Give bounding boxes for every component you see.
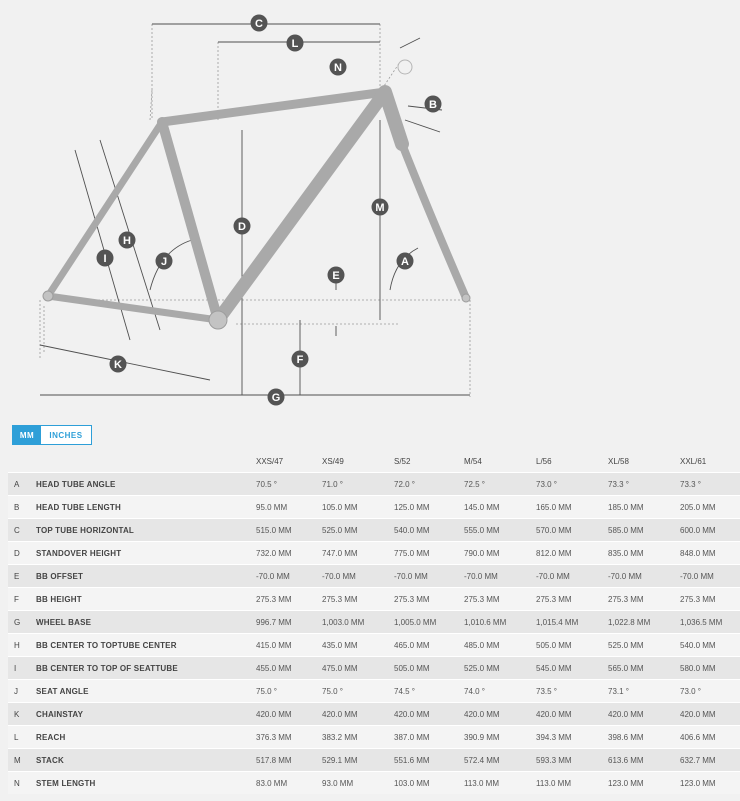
measurement-value: 485.0 MM [464,634,536,657]
measurement-value: 73.3 ° [680,473,740,496]
geometry-row [8,542,740,565]
measurement-value: 390.9 MM [464,726,536,749]
measurement-value: 75.0 ° [256,680,322,703]
measurement-value: 747.0 MM [322,542,394,565]
measurement-value: 420.0 MM [394,703,464,726]
measurement-value: 165.0 MM [536,496,608,519]
measurement-value: 420.0 MM [608,703,680,726]
size-header: XXL/61 [680,456,707,466]
size-header: L/56 [536,456,552,466]
measurement-value: 515.0 MM [256,519,322,542]
measurement-value: 73.1 ° [608,680,680,703]
measurement-value: 95.0 MM [256,496,322,519]
geometry-row [8,588,740,611]
measurement-name: STEM LENGTH [36,772,256,795]
row-letter: G [8,611,36,634]
measurement-name: BB CENTER TO TOPTUBE CENTER [36,634,256,657]
svg-text:A: A [401,256,409,268]
svg-text:F: F [296,354,304,366]
measurement-value: 812.0 MM [536,542,608,565]
row-letter: M [8,749,36,772]
measurement-name: BB HEIGHT [36,588,256,611]
measurement-value: 113.0 MM [536,772,608,795]
measurement-value: 73.3 ° [608,473,680,496]
measurement-value: 1,036.5 MM [680,611,740,634]
row-letter: F [8,588,36,611]
measurement-value: 732.0 MM [256,542,322,565]
header-spacer [8,450,36,473]
measurement-name: STANDOVER HEIGHT [36,542,256,565]
geometry-row [8,726,740,749]
row-letter: B [8,496,36,519]
measurement-value: 572.4 MM [464,749,536,772]
measurement-value: 74.5 ° [394,680,464,703]
measurement-value: 465.0 MM [394,634,464,657]
measurement-name: HEAD TUBE LENGTH [36,496,256,519]
measurement-value: 71.0 ° [322,473,394,496]
measurement-value: 580.0 MM [680,657,740,680]
measurement-value: 73.0 ° [536,473,608,496]
row-letter: N [8,772,36,795]
measurement-value: 545.0 MM [536,657,608,680]
measurement-value: 540.0 MM [680,634,740,657]
measurement-value: 525.0 MM [322,519,394,542]
geometry-row [8,657,740,680]
measurement-value: 75.0 ° [322,680,394,703]
measurement-value: 420.0 MM [536,703,608,726]
svg-text:D: D [238,221,246,233]
measurement-value: -70.0 MM [394,565,464,588]
dimension-labels [97,15,442,406]
dimension-marker-g [268,389,285,406]
measurement-value: 996.7 MM [256,611,322,634]
measurement-value: -70.0 MM [680,565,740,588]
measurement-value: 185.0 MM [608,496,680,519]
dimension-marker-l [287,35,304,52]
geometry-row [8,680,740,703]
measurement-value: 613.6 MM [608,749,680,772]
measurement-value: 585.0 MM [608,519,680,542]
geometry-row [8,749,740,772]
row-letter: K [8,703,36,726]
measurement-value: 593.3 MM [536,749,608,772]
measurement-name: BB CENTER TO TOP OF SEATTUBE [36,657,256,680]
measurement-value: 475.0 MM [322,657,394,680]
dimension-marker-m [372,199,389,216]
measurement-name: HEAD TUBE ANGLE [36,473,256,496]
measurement-name: STACK [36,749,256,772]
row-letter: J [8,680,36,703]
svg-text:M: M [375,202,385,214]
svg-text:G: G [271,392,281,404]
measurement-value: 435.0 MM [322,634,394,657]
row-letter: C [8,519,36,542]
measurement-value: 775.0 MM [394,542,464,565]
dimension-marker-c [251,15,268,32]
row-letter: D [8,542,36,565]
measurement-value: 525.0 MM [464,657,536,680]
row-letter: E [8,565,36,588]
geometry-row [8,565,740,588]
measurement-value: -70.0 MM [322,565,394,588]
measurement-value: 570.0 MM [536,519,608,542]
dimension-marker-h [119,232,136,249]
measurement-value: 73.5 ° [536,680,608,703]
measurement-value: 103.0 MM [394,772,464,795]
measurement-value: 455.0 MM [256,657,322,680]
svg-text:E: E [332,270,340,282]
measurement-value: -70.0 MM [608,565,680,588]
geometry-row [8,772,740,795]
dimension-marker-k [110,356,127,373]
svg-text:C: C [255,18,263,30]
measurement-value: 415.0 MM [256,634,322,657]
size-header: XS/49 [322,456,344,466]
header-spacer [36,450,256,473]
dimension-marker-f [292,351,309,368]
measurement-value: 420.0 MM [680,703,740,726]
measurement-value: 565.0 MM [608,657,680,680]
measurement-value: -70.0 MM [464,565,536,588]
size-header: XL/58 [608,456,629,466]
measurement-value: 398.6 MM [608,726,680,749]
measurement-name: REACH [36,726,256,749]
measurement-value: 525.0 MM [608,634,680,657]
row-letter: H [8,634,36,657]
measurement-value: 1,005.0 MM [394,611,464,634]
geometry-table [8,450,740,794]
measurement-value: 1,022.8 MM [608,611,680,634]
row-letter: I [8,657,36,680]
measurement-value: 105.0 MM [322,496,394,519]
measurement-value: 275.3 MM [680,588,740,611]
measurement-value: 505.0 MM [394,657,464,680]
measurement-name: SEAT ANGLE [36,680,256,703]
measurement-value: 529.1 MM [322,749,394,772]
measurement-value: 73.0 ° [680,680,740,703]
svg-text:H: H [123,235,131,247]
measurement-value: 275.3 MM [256,588,322,611]
size-header: XXS/47 [256,456,284,466]
measurement-value: 376.3 MM [256,726,322,749]
measurement-value: -70.0 MM [256,565,322,588]
geometry-row [8,519,740,542]
svg-text:I: I [103,253,107,265]
dimension-marker-e [328,267,345,284]
measurement-value: 93.0 MM [322,772,394,795]
measurement-name: WHEEL BASE [36,611,256,634]
bike-frame [43,60,470,329]
unit-toggle[interactable] [12,425,92,445]
measurement-value: 123.0 MM [680,772,740,795]
geometry-row [8,634,740,657]
measurement-value: 145.0 MM [464,496,536,519]
measurement-value: 505.0 MM [536,634,608,657]
measurement-value: 125.0 MM [394,496,464,519]
measurement-value: 1,015.4 MM [536,611,608,634]
measurement-value: 406.6 MM [680,726,740,749]
unit-mm-button[interactable]: MM [13,426,41,444]
svg-text:B: B [429,99,437,111]
dimension-marker-d [234,218,251,235]
dimension-marker-j [156,253,173,270]
size-header: M/54 [464,456,482,466]
measurement-value: 835.0 MM [608,542,680,565]
svg-text:L: L [291,38,299,50]
unit-inches-button[interactable]: INCHES [41,426,91,444]
measurement-value: -70.0 MM [536,565,608,588]
dimension-marker-i [97,250,114,267]
measurement-name: CHAINSTAY [36,703,256,726]
measurement-value: 123.0 MM [608,772,680,795]
measurement-value: 1,003.0 MM [322,611,394,634]
svg-text:J: J [160,256,168,268]
measurement-value: 205.0 MM [680,496,740,519]
geometry-row [8,473,740,496]
geometry-row [8,496,740,519]
measurement-value: 275.3 MM [394,588,464,611]
measurement-value: 517.8 MM [256,749,322,772]
dimension-marker-a [397,253,414,270]
measurement-value: 420.0 MM [464,703,536,726]
measurement-value: 72.0 ° [394,473,464,496]
measurement-value: 113.0 MM [464,772,536,795]
dimension-marker-n [330,59,347,76]
svg-text:N: N [334,62,342,74]
measurement-value: 600.0 MM [680,519,740,542]
measurement-value: 1,010.6 MM [464,611,536,634]
measurement-value: 383.2 MM [322,726,394,749]
geometry-row [8,703,740,726]
measurement-value: 275.3 MM [322,588,394,611]
measurement-value: 74.0 ° [464,680,536,703]
measurement-value: 72.5 ° [464,473,536,496]
geometry-row [8,611,740,634]
measurement-value: 275.3 MM [536,588,608,611]
measurement-value: 540.0 MM [394,519,464,542]
measurement-value: 555.0 MM [464,519,536,542]
measurement-value: 387.0 MM [394,726,464,749]
measurement-value: 790.0 MM [464,542,536,565]
measurement-value: 394.3 MM [536,726,608,749]
size-header: S/52 [394,456,411,466]
measurement-value: 632.7 MM [680,749,740,772]
row-letter: A [8,473,36,496]
measurement-value: 420.0 MM [322,703,394,726]
size-header-row [8,450,740,473]
measurement-name: BB OFFSET [36,565,256,588]
dimension-marker-b [425,96,442,113]
measurement-value: 275.3 MM [464,588,536,611]
row-letter: L [8,726,36,749]
measurement-value: 848.0 MM [680,542,740,565]
measurement-value: 551.6 MM [394,749,464,772]
svg-text:K: K [114,359,122,371]
measurement-value: 420.0 MM [256,703,322,726]
measurement-value: 70.5 ° [256,473,322,496]
measurement-name: TOP TUBE HORIZONTAL [36,519,256,542]
measurement-value: 83.0 MM [256,772,322,795]
measurement-value: 275.3 MM [608,588,680,611]
